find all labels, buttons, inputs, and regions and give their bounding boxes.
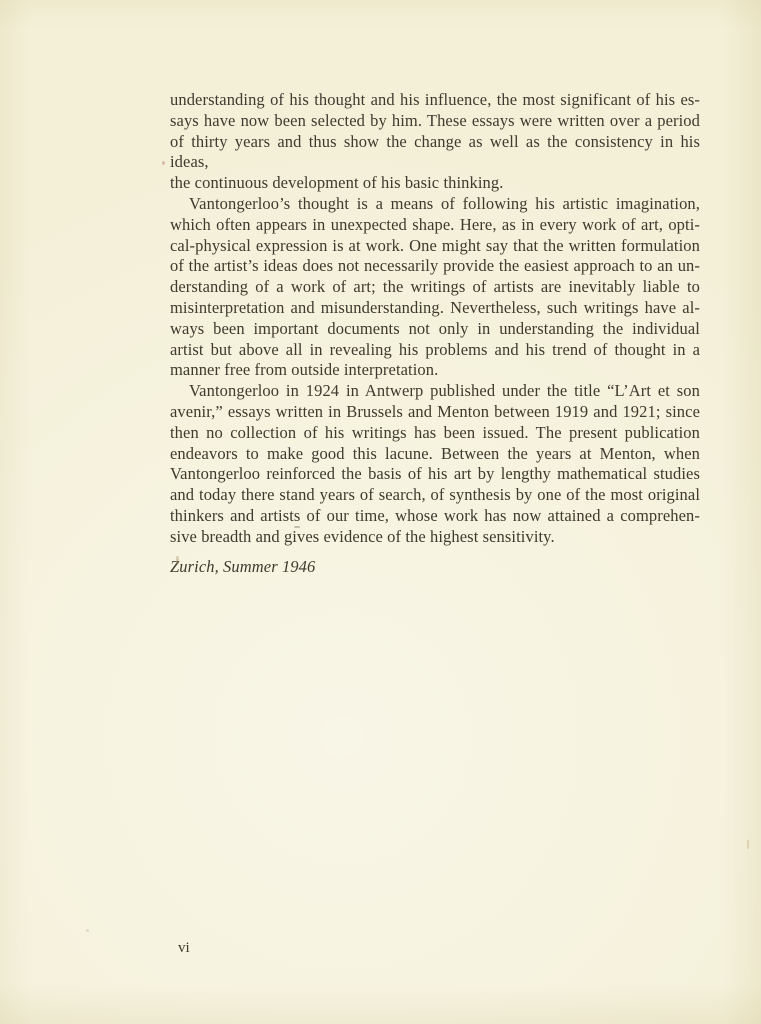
text-block xyxy=(170,90,700,577)
text-line: misinterpretation and misunderstanding. Nevertheless, such writings have al- xyxy=(170,297,700,317)
text-line: cal-physical expression is at work. One might say that the written formulation xyxy=(170,235,700,255)
paragraph xyxy=(170,194,700,381)
text-line: the continuous development of his basic thinking. xyxy=(170,173,504,193)
text-line: Vantongerloo in 1924 in Antwerp published under the title “L’Art et son xyxy=(189,381,700,401)
text-line: which often appears in unexpected shape. Here, as in every work of art, opti- xyxy=(170,214,700,234)
scan-speck xyxy=(162,161,165,165)
text-line: endeavors to make good this lacune. Between the years at Menton, when xyxy=(170,443,700,463)
text-line: manner free from outside interpretation. xyxy=(170,360,439,380)
scan-speck xyxy=(176,556,179,564)
text-line: sive breadth and gives evidence of the highest sensitivity. xyxy=(170,526,555,546)
scan-speck xyxy=(86,929,89,932)
paragraph xyxy=(170,381,700,547)
text-line: artist but above all in revealing his problems and his trend of thought in a xyxy=(170,339,700,359)
text-line: understanding of his thought and his influence, the most significant of his es- xyxy=(170,90,700,109)
text-line: avenir,” essays written in Brussels and Menton between 1919 and 1921; since xyxy=(170,401,700,421)
scan-speck xyxy=(747,840,749,849)
text-line: says have now been selected by him. These essays were written over a period xyxy=(170,110,700,130)
text-line: Vantongerloo’s thought is a means of following his artistic imagination, xyxy=(189,193,700,213)
paragraph xyxy=(170,90,700,194)
text-line: derstanding of a work of art; the writings of artists are inevitably liable to xyxy=(170,277,700,297)
text-line: Vantongerloo reinforced the basis of his art by lengthy mathematical studies xyxy=(170,464,700,484)
page-number: vi xyxy=(178,940,190,956)
text-line: of thirty years and thus show the change as well as the consistency in his ideas, xyxy=(170,131,700,172)
text-line: ways been important documents not only in understanding the individual xyxy=(170,318,700,338)
text-line: then no collection of his writings has been issued. The present publication xyxy=(170,422,700,442)
paragraphs xyxy=(170,90,700,548)
scan-speck xyxy=(294,526,300,528)
dateline: Zurich, Summer 1946 xyxy=(170,556,316,576)
text-line: of the artist’s ideas does not necessarily provide the easiest approach to an un- xyxy=(170,256,700,276)
text-line: thinkers and artists of our time, whose work has now attained a comprehen- xyxy=(170,505,700,525)
text-line: and today there stand years of search, of synthesis by one of the most original xyxy=(170,485,700,505)
